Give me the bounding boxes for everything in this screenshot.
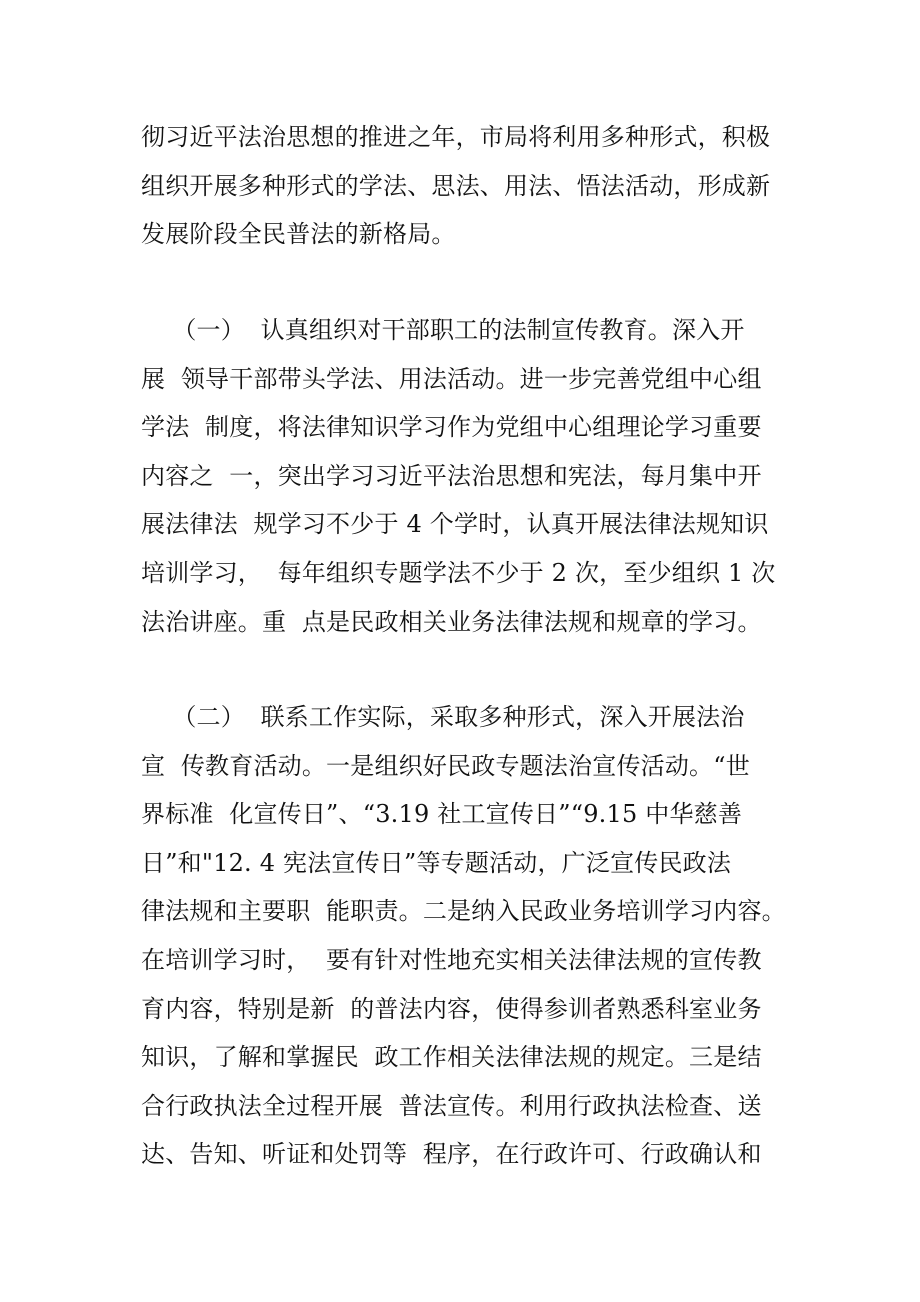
- text-line: 法治讲座。重 点是民政相关业务法律法规和规章的学习。: [141, 607, 762, 636]
- text-line: 育内容，特别是新 的普法内容，使得参训者熟悉科室业务: [141, 994, 762, 1023]
- text-line: 界标准 化宣传日”、“3.19 社工宣传日”“9.15 中华慈善: [141, 800, 743, 829]
- text-line: （一） 认真组织对干部职工的法制宣传教育。深入开: [141, 316, 745, 344]
- text-line: 组织开展多种形式的学法、思法、用法、悟法活动，形成新: [141, 171, 771, 200]
- text-line: 展 领导干部带头学法、用法活动。进一步完善党组中心组: [141, 364, 762, 393]
- text-line: 在培训学习时， 要有针对性地充实相关法律法规的宣传教: [141, 945, 762, 974]
- text-line: 内容之 一，突出学习习近平法治思想和宪法，每月集中开: [141, 461, 762, 490]
- paragraph-section-2: [141, 693, 801, 1179]
- text-line: 达、告知、听证和处罚等 程序，在行政许可、行政确认和: [141, 1140, 762, 1169]
- text-line: 培训学习， 每年组织专题学法不少于 2 次，至少组织 1 次: [141, 558, 776, 587]
- paragraph-section-1: [141, 306, 801, 646]
- text-line: 学法 制度，将法律知识学习作为党组中心组理论学习重要: [141, 413, 762, 442]
- paragraph-intro: [141, 113, 801, 259]
- text-line: 发展阶段全民普法的新格局。: [141, 220, 456, 249]
- text-line: 律法规和主要职 能职责。二是纳入民政业务培训学习内容。: [141, 897, 786, 926]
- text-line: 知识，了解和掌握民 政工作相关法律法规的规定。三是结: [141, 1043, 762, 1072]
- text-line: 彻习近平法治思想的推进之年，市局将利用多种形式，积极: [141, 123, 771, 151]
- text-line: 展法律法 规学习不少于 4 个学时，认真开展法律法规知识: [141, 510, 769, 539]
- text-line: 宣 传教育活动。一是组织好民政专题法治宣传活动。“世: [141, 751, 750, 780]
- text-line: 日”和"12. 4 宪法宣传日”等专题活动，广泛宣传民政法: [141, 848, 732, 877]
- text-line: （二） 联系工作实际，采取多种形式，深入开展法治: [141, 703, 745, 731]
- text-line: 合行政执法全过程开展 普法宣传。利用行政执法检查、送: [141, 1091, 762, 1120]
